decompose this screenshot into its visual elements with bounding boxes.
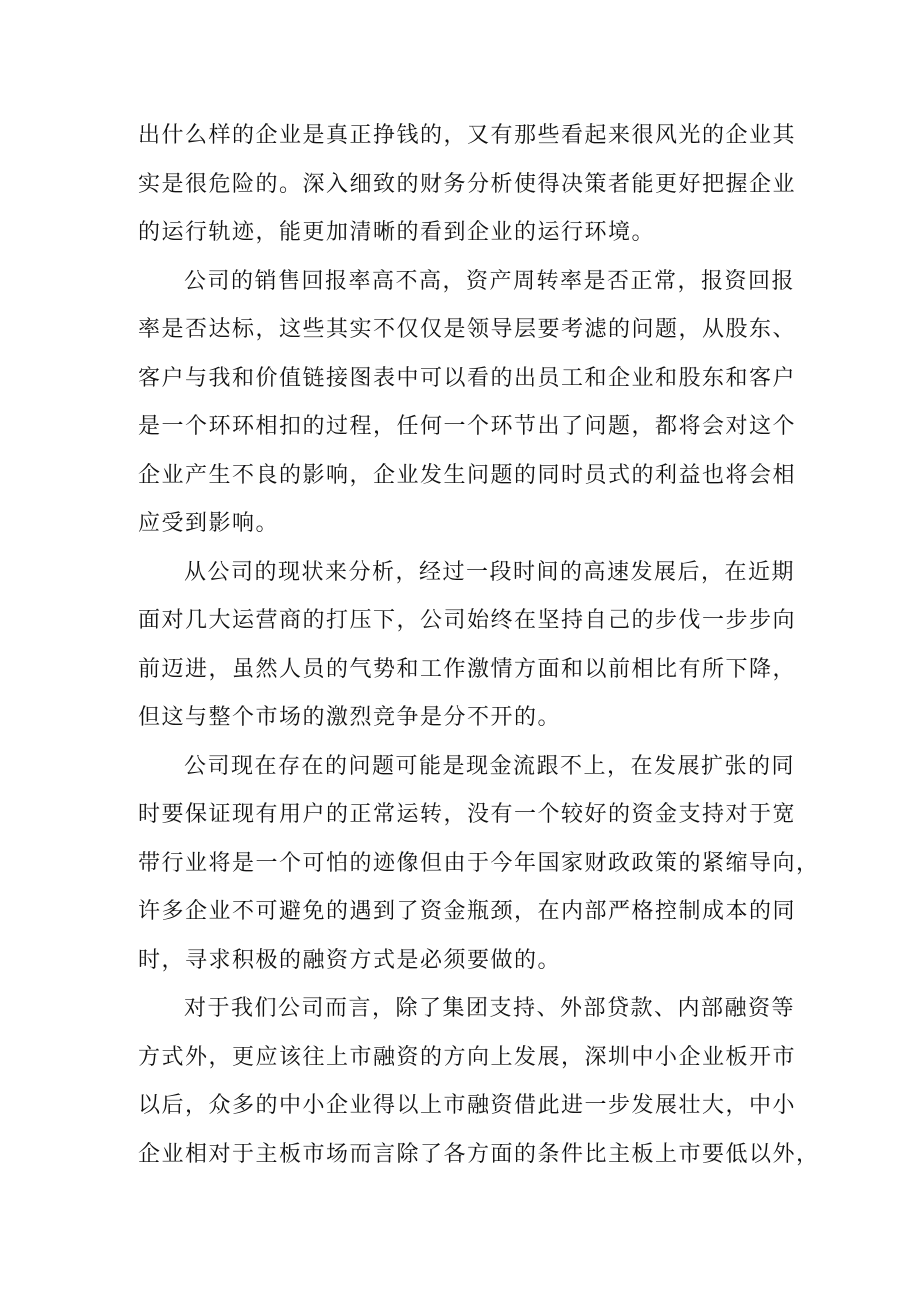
text-line: 的运行轨迹，能更加清晰的看到企业的运行环境。 (138, 220, 656, 245)
text-line: 时要保证现有用户的正常运转，没有一个较好的资金支持对于宽 (138, 802, 797, 827)
document-body (138, 112, 820, 1179)
text-line: 企业产生不良的影响，企业发生问题的同时员式的利益也将会相 (138, 462, 797, 488)
text-line: 公司现在存在的问题可能是现金流跟不上，在发展扩张的同 (184, 753, 796, 779)
text-line: 前迈进，虽然人员的气势和工作激情方面和以前相比有所下降， (138, 656, 797, 682)
paragraph-5 (138, 985, 820, 1179)
text-line: 面对几大运营商的打压下，公司始终在坚持自己的步伐一步步向 (138, 608, 797, 633)
paragraph-4 (138, 743, 820, 986)
paragraph-1 (138, 112, 798, 258)
paragraph-2 (138, 258, 798, 549)
text-line: 从公司的现状来分析，经过一段时间的高速发展后，在近期 (184, 559, 796, 585)
text-line: 应受到影响。 (138, 511, 280, 536)
text-line: 企业相对于主板市场而言除了各方面的条件比主板上市要低以外， (138, 1141, 820, 1167)
text-line: 方式外，更应该往上市融资的方向上发展，深圳中小企业板开市 (138, 1044, 797, 1070)
text-line: 以后，众多的中小企业得以上市融资借此进一步发展壮大，中小 (138, 1093, 797, 1118)
text-line: 对于我们公司而言，除了集团支持、外部贷款、内部融资等 (184, 996, 796, 1021)
text-line: 许多企业不可避免的遇到了资金瓶颈，在内部严格控制成本的同 (138, 899, 797, 924)
text-line: 公司的销售回报率高不高，资产周转率是否正常，报资回报 (184, 268, 796, 294)
paragraph-3 (138, 549, 798, 743)
text-line: 带行业将是一个可怕的迹像但由于今年国家财政政策的紧缩导向， (138, 850, 820, 876)
text-line: 时，寻求积极的融资方式是必须要做的。 (138, 947, 562, 973)
text-line: 率是否达标，这些其实不仅仅是领导层要考滤的问题，从股东、 (138, 317, 797, 342)
text-line: 是一个环环相扣的过程，任何一个环节出了问题，都将会对这个 (138, 414, 797, 439)
text-line: 客户与我和价值链接图表中可以看的出员工和企业和股东和客户 (138, 365, 797, 391)
text-line: 出什么样的企业是真正挣钱的，又有那些看起来很风光的企业其 (138, 123, 797, 148)
text-line: 但这与整个市场的激烈竞争是分不开的。 (138, 705, 562, 730)
text-line: 实是很危险的。深入细致的财务分析使得决策者能更好把握企业 (138, 171, 797, 197)
